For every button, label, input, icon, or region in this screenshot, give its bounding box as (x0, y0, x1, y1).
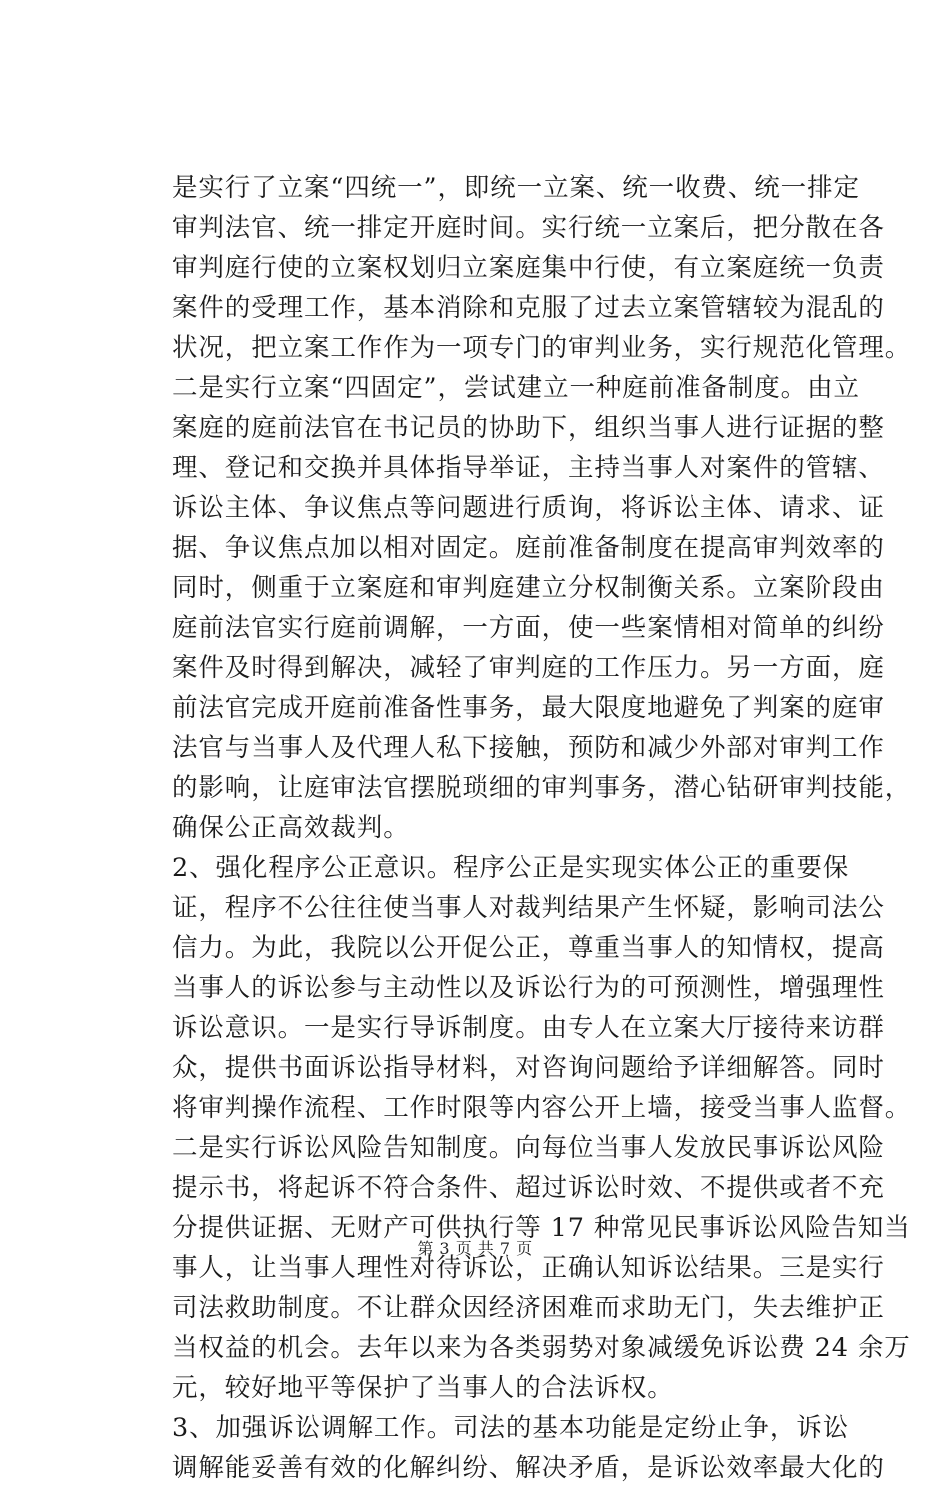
text-line: 案件及时得到解决，减轻了审判庭的工作压力。另一方面，庭 (172, 653, 885, 683)
text-line: 的影响，让庭审法官摆脱琐细的审判事务，潜心钻研审判技能， (172, 773, 912, 803)
text-line: 前法官完成开庭前准备性事务，最大限度地避免了判案的庭审 (172, 693, 885, 723)
text-line: 分提供证据、无财产可供执行等 17 种常见民事诉讼风险告知当 (172, 1213, 911, 1243)
text-line: 法官与当事人及代理人私下接触，预防和减少外部对审判工作 (172, 733, 885, 763)
text-line: 理、登记和交换并具体指导举证，主持当事人对案件的管辖、 (172, 453, 885, 483)
text-line: 审判庭行使的立案权划归立案庭集中行使，有立案庭统一负责 (172, 253, 885, 283)
text-line: 案件的受理工作，基本消除和克服了过去立案管辖较为混乱的 (172, 293, 885, 323)
text-line: 诉讼主体、争议焦点等问题进行质询，将诉讼主体、请求、证 (172, 493, 885, 523)
text-line: 庭前法官实行庭前调解，一方面，使一些案情相对简单的纠纷 (172, 613, 885, 643)
text-line: 二是实行诉讼风险告知制度。向每位当事人发放民事诉讼风险 (172, 1133, 885, 1163)
text-line: 将审判操作流程、工作时限等内容公开上墙，接受当事人监督。 (172, 1093, 912, 1123)
text-line: 是实行了立案“四统一”，即统一立案、统一收费、统一排定 (172, 173, 860, 203)
text-line: 状况，把立案工作作为一项专门的审判业务，实行规范化管理。 (172, 333, 912, 363)
page-number-footer: 第 3 页 共 7 页 (417, 1239, 533, 1258)
text-line: 2、强化程序公正意识。程序公正是实现实体公正的重要保 (172, 853, 850, 883)
text-line: 信力。为此，我院以公开促公正，尊重当事人的知情权，提高 (172, 933, 885, 963)
text-line: 二是实行立案“四固定”，尝试建立一种庭前准备制度。由立 (172, 373, 860, 403)
text-line: 案庭的庭前法官在书记员的协助下，组织当事人进行证据的整 (172, 413, 885, 443)
text-line: 同时，侧重于立案庭和审判庭建立分权制衡关系。立案阶段由 (172, 573, 885, 603)
text-line: 元，较好地平等保护了当事人的合法诉权。 (172, 1373, 674, 1403)
text-line: 司法救助制度。不让群众因经济困难而求助无门，失去维护正 (172, 1293, 885, 1323)
text-line: 众，提供书面诉讼指导材料，对咨询问题给予详细解答。同时 (172, 1053, 885, 1083)
text-line: 审判法官、统一排定开庭时间。实行统一立案后，把分散在各 (172, 213, 885, 243)
text-line: 事人，让当事人理性对待诉讼，正确认知诉讼结果。三是实行 (172, 1253, 885, 1283)
text-line: 确保公正高效裁判。 (172, 813, 410, 843)
text-line: 调解能妥善有效的化解纠纷、解决矛盾，是诉讼效率最大化的 (172, 1453, 885, 1483)
text-line: 据、争议焦点加以相对固定。庭前准备制度在提高审判效率的 (172, 533, 885, 563)
text-line: 3、加强诉讼调解工作。司法的基本功能是定纷止争，诉讼 (172, 1413, 850, 1443)
text-line: 当事人的诉讼参与主动性以及诉讼行为的可预测性，增强理性 (172, 973, 885, 1003)
text-line: 诉讼意识。一是实行导诉制度。由专人在立案大厅接待来访群 (172, 1013, 885, 1043)
text-line: 证，程序不公往往使当事人对裁判结果产生怀疑，影响司法公 (172, 893, 885, 923)
text-line: 当权益的机会。去年以来为各类弱势对象减缓免诉讼费 24 余万 (172, 1333, 911, 1363)
text-line: 提示书，将起诉不符合条件、超过诉讼时效、不提供或者不充 (172, 1173, 885, 1203)
